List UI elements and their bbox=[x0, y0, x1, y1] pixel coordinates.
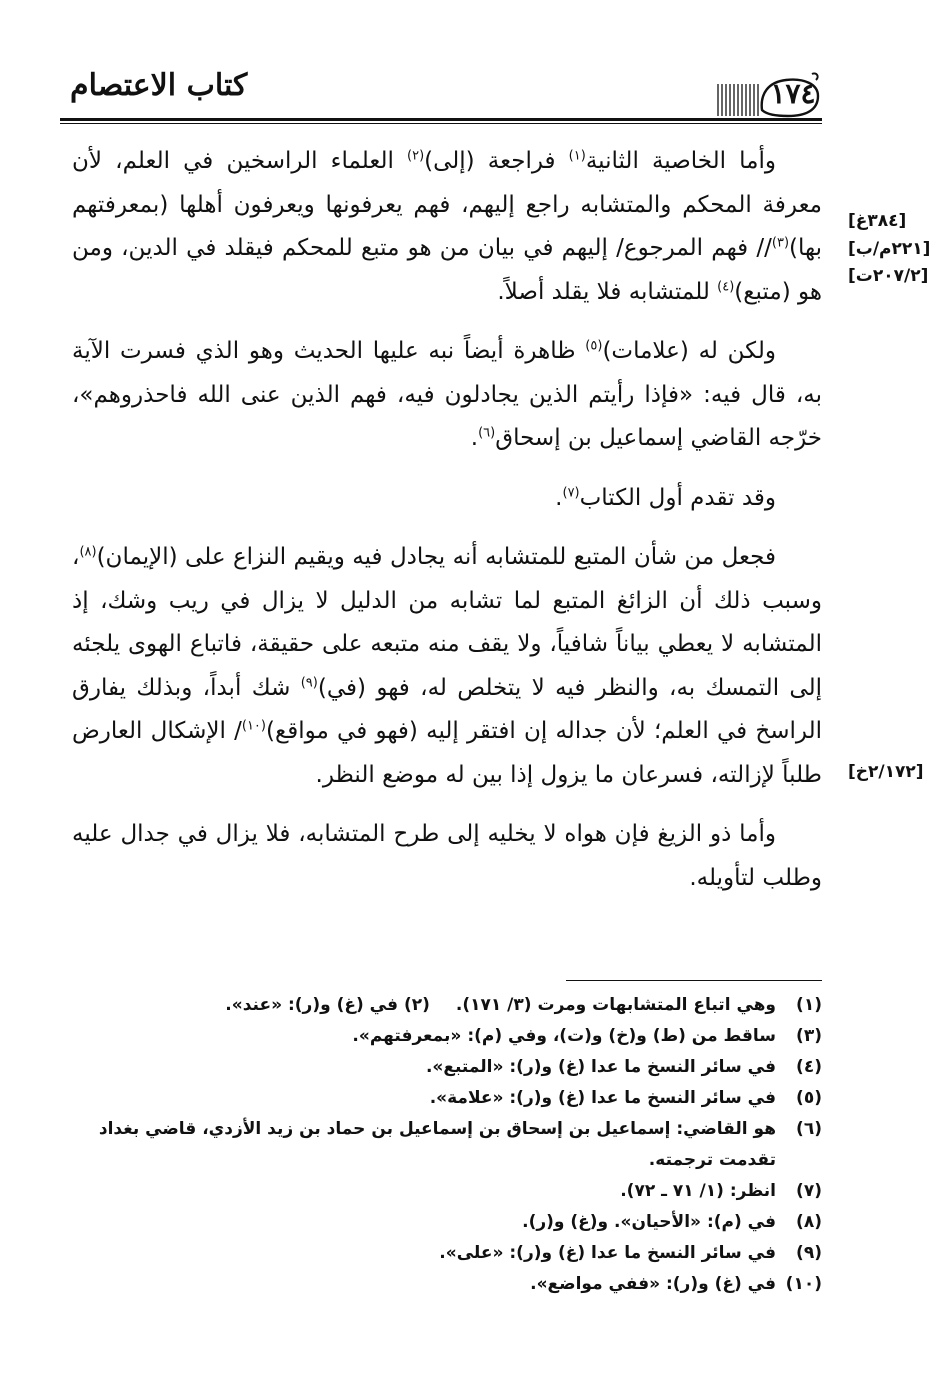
text-run: / الإشكال العارض طلباً لإزالته، فسرعان ما يزول إذا بين له موضع النظر. bbox=[72, 718, 822, 788]
footnote-text: في (غ) و(ر): «ففي مواضع». bbox=[530, 1274, 776, 1294]
footnote-row bbox=[72, 1176, 822, 1207]
footnote-row bbox=[72, 1207, 822, 1238]
footnote-row bbox=[72, 990, 822, 1021]
text-run: للمتشابه فلا يقلد أصلاً. bbox=[497, 278, 718, 305]
footnote-text bbox=[72, 990, 776, 1021]
footnote-number: (٨) bbox=[796, 1212, 822, 1232]
footnote-text: في (م): «الأحيان». و(غ) و(ر). bbox=[522, 1212, 776, 1232]
footnote-number: (١٠) bbox=[785, 1274, 822, 1294]
main-text bbox=[72, 140, 822, 916]
footnote-number: (٧) bbox=[796, 1181, 822, 1201]
paragraph-1 bbox=[72, 140, 822, 314]
footnotes bbox=[72, 990, 822, 1300]
text-run: فجعل من شأن المتبع للمتشابه أنه يجادل فيه ويقيم النزاع على (الإيمان) bbox=[96, 544, 776, 570]
footnote-text: في سائر النسخ ما عدا (غ) و(ر): «على». bbox=[439, 1243, 776, 1263]
paragraph-3 bbox=[72, 477, 822, 521]
footnote-ref: (٦) bbox=[478, 425, 496, 441]
text-run: وأما الخاصية الثانية bbox=[585, 148, 776, 174]
footnote-number: (٣) bbox=[796, 1026, 822, 1046]
text-run: // فهم المرجوع/ إليهم في بيان من هو متبع للمحكم فيقلد في الدين، ومن هو (متبع) bbox=[72, 235, 822, 305]
page-number: ١٧٤ bbox=[770, 77, 816, 110]
text-run: ولكن له (علامات) bbox=[602, 338, 776, 364]
margin-note: [٢٠٧/٢ت] bbox=[848, 266, 929, 286]
text-run: العلماء الراسخين في العلم، لأن معرفة المحكم والمتشابه راجع إليهم، فهم يعرفونها ويعرفون أهلها (بمعرفتهم بها) bbox=[72, 148, 822, 261]
footnote-text-part: في (غ) و(ر): «عند». bbox=[225, 995, 399, 1015]
text-run: فراجعة (إلى) bbox=[424, 148, 569, 174]
footnote-row bbox=[72, 1114, 822, 1176]
footnote-ref: (٤) bbox=[717, 278, 735, 294]
paragraph-2 bbox=[72, 330, 822, 461]
footnote-number: (٤) bbox=[796, 1057, 822, 1077]
text-run: ظاهرة أيضاً نبه عليها الحديث وهو الذي فسرت الآية به، قال فيه: «فإذا رأيتم الذين يجادلون فيه، فهم الذين عنى الله فاحذروهم»، خرّجه القاضي إسماعيل بن إسحاق bbox=[72, 338, 822, 451]
footnote-row bbox=[72, 1238, 822, 1269]
footnote-number: (٢) bbox=[403, 995, 430, 1015]
footnote-ref: (٢) bbox=[407, 148, 425, 164]
margin-note: [٢/١٧٢خ] bbox=[848, 762, 924, 782]
header-rule bbox=[60, 118, 822, 121]
footnote-row bbox=[72, 1083, 822, 1114]
text-run: ، وسبب ذلك أن الزائغ المتبع لما تشابه من الدليل لا يزال في ريب وشك، إذ المتشابه لا يعطي بياناً شافياً، ولا يقف منه متبعه على حقيقة، فاتباع الهوى يلجئه إلى التمسك به، والنظر فيه لا يتخلص له، فهو (في) bbox=[72, 544, 823, 701]
paragraph-4 bbox=[72, 536, 822, 797]
footnote-ref: (٩) bbox=[300, 674, 318, 690]
footnote-number: (١) bbox=[796, 995, 822, 1015]
footnote-ref: (٧) bbox=[562, 484, 580, 500]
footnote-row bbox=[72, 1052, 822, 1083]
paragraph-5 bbox=[72, 813, 822, 900]
text-run: وأما ذو الزيغ فإن هواه لا يخليه إلى طرح المتشابه، فلا يزال في جدال عليه وطلب لتأويله. bbox=[72, 821, 822, 891]
footnote-separator bbox=[566, 980, 822, 981]
footnote-number: (٦) bbox=[796, 1119, 822, 1139]
footnote-text: هو القاضي: إسماعيل بن إسحاق بن إسماعيل بن حماد بن زيد الأزدي، قاضي بغداد تقدمت ترجمته. bbox=[98, 1119, 776, 1170]
footnote-text: في سائر النسخ ما عدا (غ) و(ر): «المتبع». bbox=[425, 1057, 776, 1077]
footnote-text: في سائر النسخ ما عدا (غ) و(ر): «علامة». bbox=[429, 1088, 776, 1108]
book-title: كتاب الاعتصام bbox=[70, 68, 248, 103]
page-header bbox=[60, 62, 822, 128]
footnote-number: (٩) bbox=[796, 1243, 822, 1263]
footnote-row bbox=[72, 1021, 822, 1052]
footnote-ref: (١) bbox=[568, 148, 586, 164]
text-run: وقد تقدم أول الكتاب bbox=[579, 484, 776, 511]
footnote-number: (٥) bbox=[796, 1088, 822, 1108]
footnote-text: انظر: (١/ ٧١ ـ ٧٢). bbox=[620, 1181, 776, 1201]
text-run: . bbox=[555, 484, 563, 511]
text-run: شك أبداً، وبذلك يفارق الراسخ في العلم؛ لأن جداله إن افتقر إليه (فهو في مواقع) bbox=[72, 674, 822, 744]
header-rule-thin bbox=[60, 123, 822, 124]
footnote-row bbox=[72, 1269, 822, 1300]
footnote-text: ساقط من (ط) و(خ) و(ت)، وفي (م): «بمعرفتهم». bbox=[352, 1026, 776, 1046]
footnote-ref: (٥) bbox=[585, 338, 603, 354]
margin-note: [٣٨٤غ] bbox=[848, 211, 907, 231]
footnote-ref: (٨) bbox=[79, 544, 97, 560]
footnote-ref: (٣) bbox=[771, 235, 790, 251]
text-run: . bbox=[470, 425, 479, 451]
footnote-text-part: وهي اتباع المتشابهات ومرت (٣/ ١٧١). bbox=[455, 995, 776, 1015]
footnote-ref: (١٠) bbox=[241, 718, 266, 734]
margin-note: [٢٢١م/ب] bbox=[848, 239, 931, 259]
